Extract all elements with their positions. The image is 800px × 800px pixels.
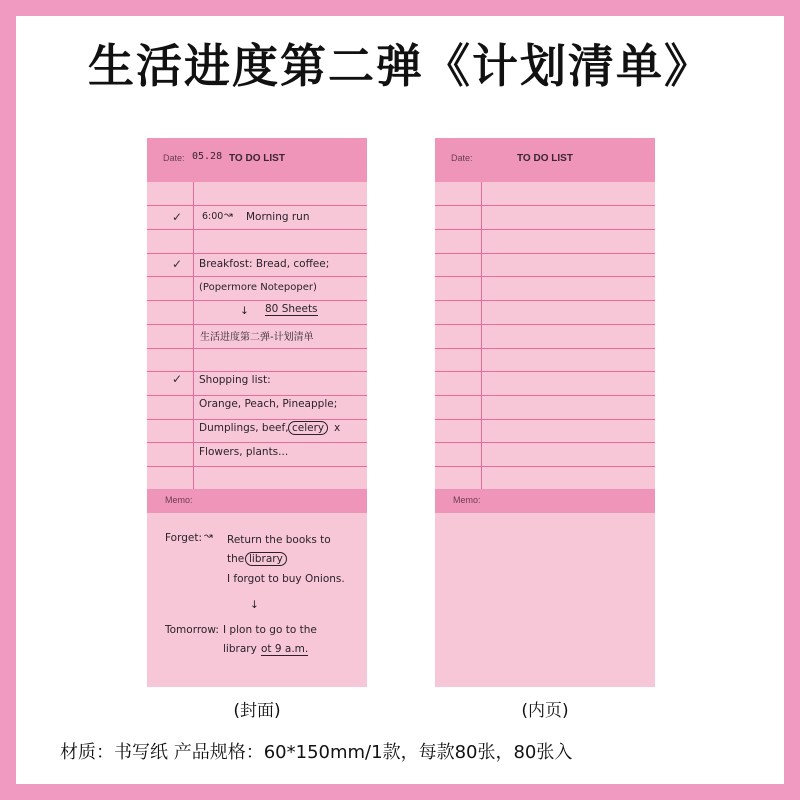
rule-line [147,395,367,396]
white-card [16,16,784,784]
memo-label: Memo: [165,495,193,505]
rule-line [147,205,367,206]
caption-inner: (内页) [521,701,569,721]
rule-line [435,466,655,467]
rule-line [147,229,367,230]
entry-text: Orange, Peach, Pineapple; [199,398,338,410]
rule-line [147,348,367,349]
rule-line [435,324,655,325]
rule-line [435,253,655,254]
down-arrow-icon: ↓ [240,305,249,317]
memo-text: ot 9 a.m. [261,643,309,655]
page-title: 生活进度第二弹《计划清单》 [88,39,712,93]
checkmark-icon: ✓ [172,210,183,224]
rule-line [435,205,655,206]
memo-text: Tomorrow: [165,624,219,636]
cross-mark-icon: x [334,422,341,434]
rule-line [147,466,367,467]
rule-line [147,300,367,301]
entry-text: Breakfost: Bread, coffee; [199,258,330,270]
memo-text: the [227,553,245,565]
memo-label: Memo: [453,495,481,505]
rule-line [435,395,655,396]
rule-line [435,300,655,301]
pad-header [435,138,655,182]
memo-text: Return the books to [227,534,331,546]
entry-text: 生活进度第二弹-计划清单 [200,332,314,343]
rule-line [435,419,655,420]
down-arrow-icon: ↓ [250,599,259,611]
date-value: 05.28 [192,151,223,162]
memo-text: library [223,643,257,655]
todo-pad-cover [147,138,367,687]
circled-word: library [245,552,287,566]
memo-text: I forgot to buy Onions. [227,573,345,585]
spec-footer: 材质：书写纸 产品规格：60*150mm/1款，每款80张，80张入 [60,742,573,763]
squiggle-arrow-icon: ↝ [224,209,233,221]
rule-line [147,324,367,325]
memo-text: Forget: [165,532,203,544]
memo-text: I plon to go to the [223,624,317,636]
rule-line [147,442,367,443]
date-label: Date: [451,153,473,163]
memo-header [435,489,655,513]
rule-line [435,371,655,372]
todo-pad-inner [435,138,655,687]
entry-text: Morning run [246,211,310,223]
entry-text: Shopping list: [199,374,271,386]
entry-text: 80 Sheets [265,303,318,315]
circled-word: celery [288,421,328,435]
rule-line [435,348,655,349]
pad-header [147,138,367,182]
caption-cover: (封面) [233,701,281,721]
todo-heading: TO DO LIST [229,153,285,164]
rule-line [435,276,655,277]
rule-line [435,442,655,443]
entry-time: 6:00 [202,211,224,222]
memo-header [147,489,367,513]
checkmark-icon: ✓ [172,257,183,271]
entry-text: Dumplings, beef, [199,422,289,434]
rule-line [147,276,367,277]
date-label: Date: [163,153,185,163]
entry-text: (Popermore Notepoper) [199,282,317,293]
checkmark-icon: ✓ [172,372,183,386]
entry-text: Flowers, plants... [199,446,289,458]
todo-heading: TO DO LIST [517,153,573,164]
rule-line [435,229,655,230]
squiggle-arrow-icon: ↝ [204,530,213,542]
rule-line [147,419,367,420]
rule-line [147,253,367,254]
